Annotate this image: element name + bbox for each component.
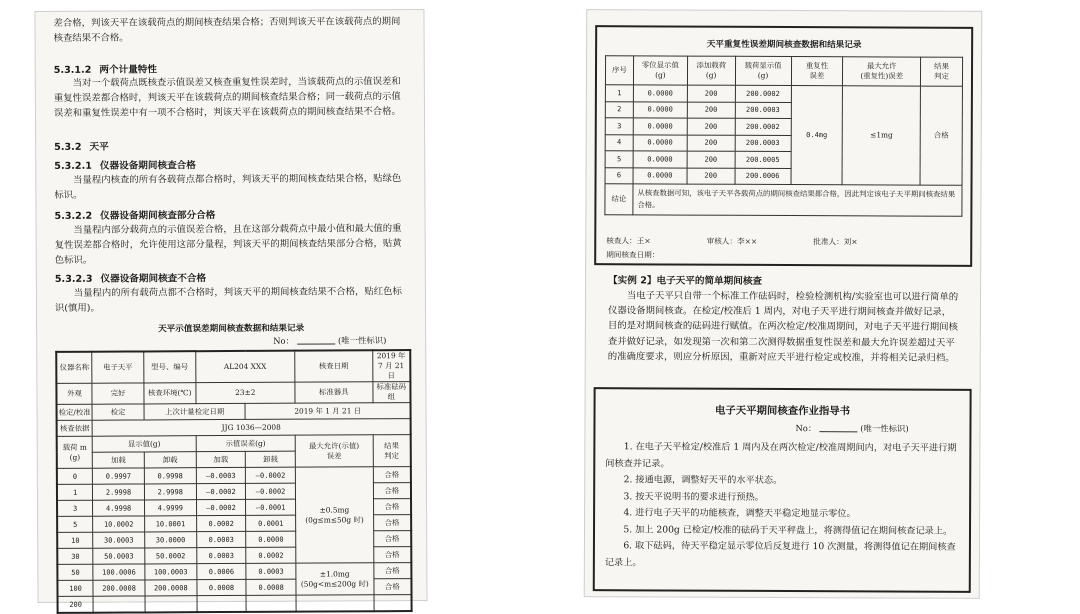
load-header-unit: (g) <box>69 452 81 462</box>
cell-zero: 0.0000 <box>633 151 687 168</box>
table-caption: 天平重复性误差期间核查数据和结果记录 <box>706 39 862 51</box>
cell-load: 200 <box>687 151 735 168</box>
cell-display: 200.0003 <box>735 135 791 152</box>
result-header <box>921 57 963 86</box>
section-5-3-1-2-text: 当对一个载荷点既核查示值误差又核查重复性误差时，当该载荷点的示值误差和重复性误差都合格时，判该天平在该载荷点的期间核查结果合格；同一载荷点的示值误差和重复性误差中有一项不合格时，判该天平在该载荷点的期间核查结果不合格。 <box>53 76 401 120</box>
cell-remove: 50.0002 <box>145 548 197 564</box>
basis: JJG 1036—2008 <box>92 419 410 437</box>
mpe-low-range <box>295 467 373 563</box>
cell-error-remove: —0.0002 <box>246 467 296 483</box>
cell-load: 200 <box>58 596 94 613</box>
cell-empty <box>93 596 145 613</box>
cell-load: 200 <box>687 168 735 185</box>
mpe-value: ±1.0mg <box>319 568 350 579</box>
right-page <box>584 9 983 599</box>
cell-load: 1 <box>57 484 93 500</box>
no-suffix: (唯一性标识) <box>337 335 387 346</box>
no-blank <box>297 343 335 344</box>
cell-remove: 100.0003 <box>145 564 197 580</box>
step-2: 2. 接通电源，调整好天平的水平状态。 <box>623 474 783 486</box>
cell-zero: 0.0000 <box>633 118 687 135</box>
example-text: 当电子天平只自带一个标准工作砝码时，检验检测机构/实验室也可以进行简单的仪器设备期间核查。在检定/校准后 1 周内，对电子天平进行期间核查并做好记录，目的是对期间核查的砝码进行赋值。在两次检定/校准周期间，对电子天平进行期间核查并做好记录，如发现第一次和第二次测得数据重复性误差和最大允许误差超过天平的准确度要求，则应分析原因，重新对应天平进行检定或校准，并将相关记录归档。 <box>607 290 959 364</box>
rep-header <box>791 57 843 86</box>
cell-error-add: 0.0006 <box>197 563 247 579</box>
last-date: 2019 年 1 月 21 日 <box>245 403 410 420</box>
cell-empty <box>145 596 197 613</box>
section-5-3-1-2-heading <box>54 61 157 76</box>
cell-add: 50.0003 <box>93 548 145 564</box>
section-5-3-2-2-text: 当量程内部分载荷点的示值误差合格，且在这部分载荷点中最小值和最大值的重复性误差都合格时，允许使用这部分量程，判该天平的期间核查结果部分合格，贴黄色标识。 <box>54 223 402 267</box>
mpe-value: ±0.5mg <box>319 504 350 515</box>
cell-result: 合格 <box>374 579 412 595</box>
no-label: No： <box>795 423 817 434</box>
cell-zero: 0.0000 <box>633 134 687 151</box>
section-5-3-2-2-heading <box>54 207 215 222</box>
cell-remove: 0.9998 <box>144 468 196 484</box>
section-number: 5.3.2 <box>54 141 82 153</box>
cell-load: 200 <box>687 118 735 135</box>
cell-result: 合格 <box>373 499 411 515</box>
cell-error-remove: 0.0008 <box>246 579 296 595</box>
cell-error-remove: —0.0001 <box>246 499 296 515</box>
header-row <box>57 435 411 453</box>
load-header-text: 添加载荷 <box>696 60 727 70</box>
cell-result: 合格 <box>373 467 411 483</box>
cell-remove: 2.9998 <box>144 484 196 500</box>
zero-header-unit: (g) <box>655 70 666 80</box>
approver: 批准人：刘× <box>813 237 858 247</box>
model-label: 型号、编号 <box>144 351 196 383</box>
cell-load: 10 <box>57 532 93 548</box>
std: 标准砝码组 <box>373 382 411 403</box>
cell-display: 200.0006 <box>735 168 791 185</box>
cell-remove: 10.0001 <box>145 516 197 532</box>
cell-error-add: 0.0003 <box>196 547 246 563</box>
appearance-label: 外观 <box>56 383 92 404</box>
cell-result: 合格 <box>373 483 411 499</box>
table-row <box>58 595 412 613</box>
cell-result: 合格 <box>373 515 411 531</box>
load-header-text: 载荷 m <box>62 442 87 452</box>
cell-result: 合格 <box>374 563 412 579</box>
no-blank <box>819 431 857 432</box>
cell-display: 200.0005 <box>735 151 791 168</box>
cell-load: 5 <box>57 516 93 532</box>
rep-header-text2: 误差 <box>809 71 825 81</box>
load-header <box>57 436 93 468</box>
model: AL204 XXX <box>195 351 294 383</box>
table-row <box>57 403 411 421</box>
instruction-steps <box>595 439 970 573</box>
mpe-value: ≤1mg <box>842 86 920 185</box>
remove-header: 卸载 <box>246 451 296 467</box>
section-title: 两个计量特性 <box>99 64 157 76</box>
cell-result: 合格 <box>373 531 411 547</box>
cell-error-add: —0.0003 <box>196 467 246 483</box>
cell-empty <box>374 595 412 612</box>
conclusion-row <box>605 184 962 217</box>
cell-result: 合格 <box>373 547 411 563</box>
table-number-line <box>273 334 386 347</box>
indication-error-table <box>55 349 412 614</box>
cell-error-remove: 0.0002 <box>246 547 296 563</box>
add-header: 加载 <box>92 452 144 468</box>
last-date-label: 上次计量检定日期 <box>144 403 245 420</box>
cell-error-add: 0.0008 <box>197 579 247 595</box>
section-5-3-2-3-heading <box>55 270 206 285</box>
cell-error-add: 0.0002 <box>196 515 246 531</box>
no-header: 序号 <box>605 56 633 85</box>
section-title: 仪器设备期间核查部分合格 <box>100 210 216 222</box>
table-row <box>57 467 411 485</box>
error-header: 示值误差(g) <box>196 435 295 452</box>
display-header-text: 载荷显示值 <box>744 60 782 70</box>
cell-remove: 200.0008 <box>145 580 197 596</box>
result-header-text2: 判定 <box>384 450 400 460</box>
rep-header-text: 重复性 <box>805 61 829 71</box>
step-1: 1. 在电子天平检定/校准后 1 周内及在两次检定/校准周期间内，对电子天平进行期间核查并记录。 <box>605 441 957 470</box>
cell-remove: 4.9999 <box>144 500 196 516</box>
section-number: 5.3.2.3 <box>54 273 93 285</box>
std-label: 标准器具 <box>295 382 373 403</box>
basis-label: 核查依据 <box>57 420 93 436</box>
instruction-box <box>593 387 972 593</box>
header-row <box>605 56 962 87</box>
table-row <box>605 85 962 103</box>
cell-add: 4.9998 <box>93 500 145 516</box>
cell-error-remove: —0.0002 <box>246 483 296 499</box>
cell-no: 1 <box>605 85 633 102</box>
cell-add: 100.0006 <box>93 564 145 580</box>
result-header-text2: 判定 <box>934 71 949 81</box>
load-header-unit: (g) <box>705 70 717 80</box>
instrument-name: 电子天平 <box>92 351 144 383</box>
cell-load: 0 <box>57 468 93 484</box>
signature-line <box>606 235 913 247</box>
section-title: 仪器设备期间核查不合格 <box>100 273 207 285</box>
repeatability-value: 0.4mg <box>791 86 843 185</box>
section-5-3-2-3-text: 当量程内的所有载荷点都不合格时，判该天平的期间核查结果不合格，贴红色标识(慎用)。 <box>54 286 402 315</box>
table-row <box>57 563 411 581</box>
repeatability-table <box>604 55 963 217</box>
check-date: 2019 年 7 月 21 日 <box>372 350 410 382</box>
step-4: 4. 进行电子天平的功能核查，调整天平稳定地显示零位。 <box>623 507 856 520</box>
step-3: 3. 按天平说明书的要求进行预热。 <box>623 490 764 503</box>
repeatability-record-frame <box>594 25 973 267</box>
table-row <box>57 419 411 437</box>
cell-empty <box>246 595 296 612</box>
cell-load: 200 <box>687 102 735 119</box>
load-header <box>687 56 735 85</box>
result-header-text: 结果 <box>934 61 950 71</box>
section-number: 5.3.2.1 <box>54 160 92 172</box>
no-label: No： <box>273 335 294 346</box>
conclusion-text: 从核查数据可知，该电子天平各载荷点的期间核查结果都合格，因此判定该电子天平期间核查结果合格。 <box>633 184 962 216</box>
cell-display: 200.0002 <box>735 85 791 102</box>
cell-zero: 0.0000 <box>633 101 687 118</box>
cell-zero: 0.0000 <box>633 167 687 184</box>
reviewer: 审核人：李×× <box>706 236 758 246</box>
cell-load: 30 <box>57 548 93 564</box>
display-header: 显示值(g) <box>92 436 196 453</box>
cell-load: 50 <box>57 564 93 580</box>
mpe-header-text: 最大允许(示值) <box>308 440 360 451</box>
conclusion-label: 结论 <box>605 184 633 215</box>
table-caption: 天平示值误差期间核查数据和结果记录 <box>158 323 305 335</box>
zero-header-text: 零位显示值 <box>641 60 679 70</box>
cell-error-add: —0.0002 <box>196 483 246 499</box>
mpe-header-text2: 误差 <box>326 450 342 461</box>
cell-display: 200.0002 <box>735 118 791 135</box>
add-header: 加载 <box>196 451 246 467</box>
example-title: 【实例 2】电子天平的简单期间核查 <box>608 275 763 287</box>
instruction-number-line <box>795 422 908 434</box>
top-text: 差合格，判该天平在该载荷点的期间核查结果合格；否则判该天平在该载荷点的期间核查结果不合格。 <box>53 16 401 45</box>
cell-error-add: 0.0003 <box>196 531 246 547</box>
env-label: 核查环境(℃) <box>144 383 196 404</box>
mpe-header-text2: (重复性)误差 <box>860 71 904 81</box>
cell-no: 3 <box>605 118 633 135</box>
cell-empty <box>296 595 374 612</box>
display-header <box>735 56 791 85</box>
cell-error-remove: 0.0003 <box>246 563 296 579</box>
cell-remove: 30.0000 <box>145 532 197 548</box>
cell-load: 3 <box>57 500 93 516</box>
section-5-3-2-1-heading <box>54 157 196 172</box>
cell-no: 2 <box>605 101 633 118</box>
instruction-title: 电子天平期间核查作业指导书 <box>714 404 851 418</box>
cell-load: 200 <box>687 135 735 152</box>
calib: 检定 <box>92 404 144 420</box>
calib-label: 检定/校准 <box>57 404 93 420</box>
cell-add: 30.0003 <box>93 532 145 548</box>
cell-load: 100 <box>57 580 93 596</box>
instrument-name-label: 仪器名称 <box>56 352 92 384</box>
table-row <box>56 350 410 383</box>
cell-zero: 0.0000 <box>633 85 687 102</box>
mpe-header-text: 最大允许 <box>866 61 897 71</box>
cell-add: 2.9998 <box>93 484 145 500</box>
left-page <box>34 9 427 609</box>
cell-add: 0.9997 <box>93 468 145 484</box>
cell-error-remove: 0.0001 <box>246 515 296 531</box>
cell-no: 5 <box>605 151 633 168</box>
no-suffix: (唯一性标识) <box>860 423 909 434</box>
mpe-high-range <box>296 563 374 595</box>
step-5: 5. 加上 200g 已检定/校准的砝码于天平秤盘上，将测得值记在期间核查记录上。 <box>623 523 953 537</box>
cell-display: 200.0003 <box>735 102 791 119</box>
section-title: 仪器设备期间核查合格 <box>99 160 196 172</box>
appearance: 完好 <box>92 383 144 404</box>
section-5-3-2-1-text: 当量程内核查的所有各载荷点都合格时，判该天平的期间核查结果合格，贴绿色标识。 <box>54 173 402 202</box>
section-number: 5.3.2.2 <box>54 210 93 222</box>
checker: 核查人：王× <box>606 236 651 246</box>
mpe-range: (0g≤m≤50g 时) <box>305 514 364 525</box>
mpe-header <box>843 57 921 86</box>
cell-no: 4 <box>605 134 633 151</box>
cell-empty <box>197 595 247 612</box>
cell-error-add: —0.0002 <box>196 499 246 515</box>
cell-add: 200.0008 <box>93 580 145 596</box>
zero-header <box>633 56 687 85</box>
step-6: 6. 取下砝码，待天平稳定显示零位后反复进行 10 次测量，将测得值记在期间核查记录上。 <box>604 540 956 568</box>
section-5-3-2-heading <box>54 139 109 153</box>
display-header-unit: (g) <box>757 70 769 80</box>
mpe-range: (50g<m≤200g 时) <box>300 578 369 589</box>
section-number: 5.3.1.2 <box>53 64 92 76</box>
table-row <box>56 382 410 405</box>
cell-load: 200 <box>687 85 735 102</box>
cell-error-remove: 0.0000 <box>246 531 296 547</box>
mpe-header <box>295 435 373 467</box>
env: 23±2 <box>196 382 295 404</box>
check-date-label: 期间核查日期： <box>606 250 660 260</box>
section-title: 天平 <box>89 141 109 153</box>
remove-header: 卸载 <box>144 452 196 468</box>
result-value: 合格 <box>920 86 962 185</box>
result-header <box>373 435 411 467</box>
check-date-label: 核查日期 <box>295 350 373 382</box>
cell-no: 6 <box>605 167 633 184</box>
cell-add: 10.0002 <box>93 516 145 532</box>
result-header-text: 结果 <box>384 440 399 450</box>
